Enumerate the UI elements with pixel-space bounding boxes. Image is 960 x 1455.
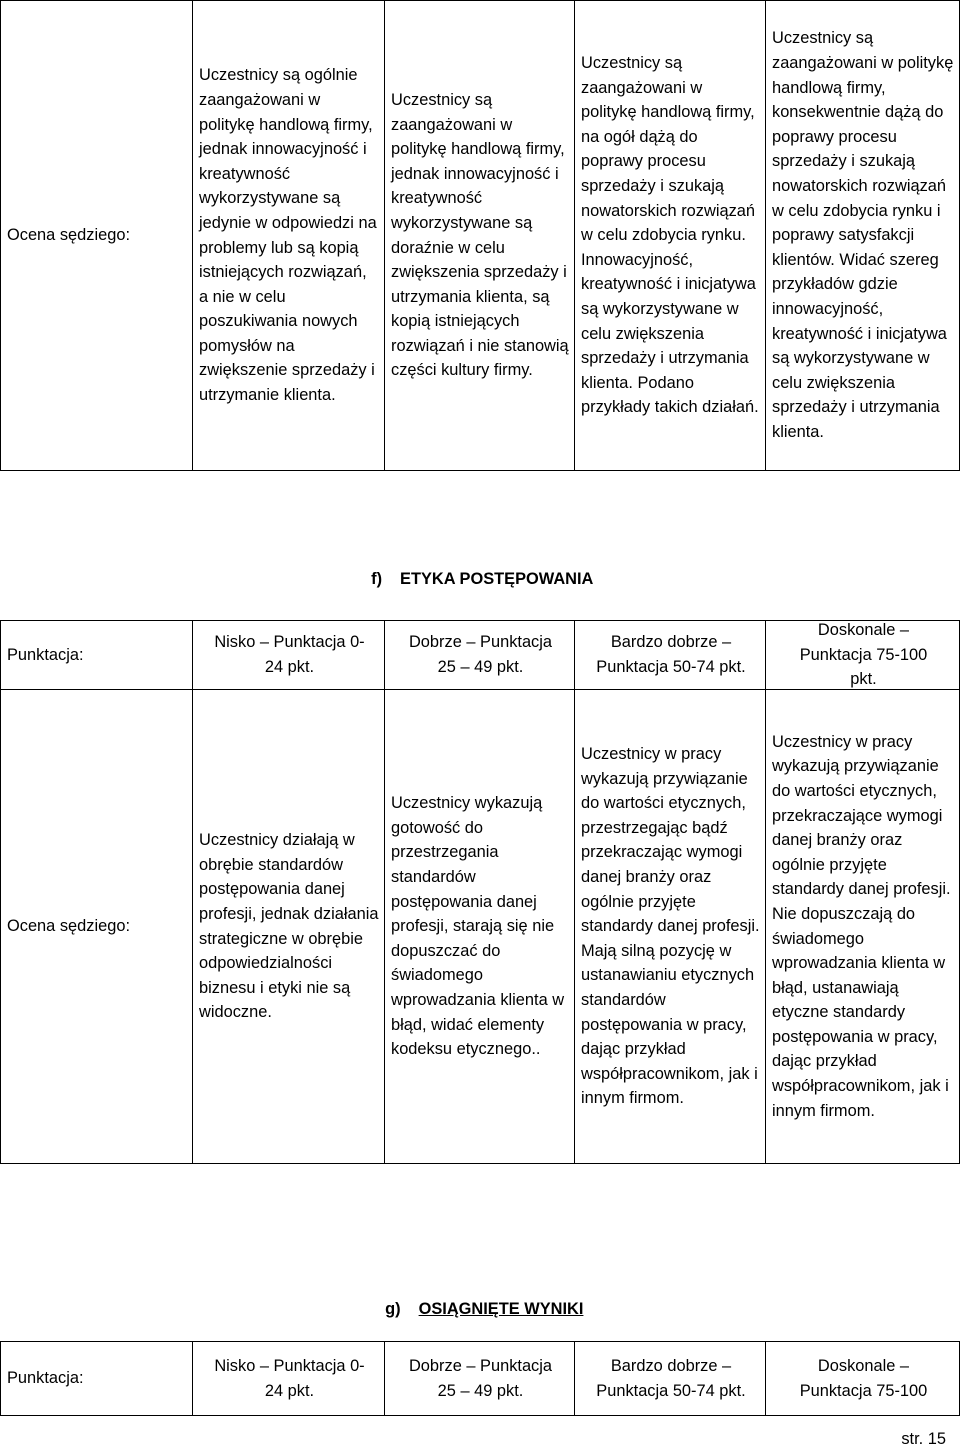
judge-score-label: Ocena sędziego: (7, 226, 131, 245)
section-f-letter: f) (371, 570, 383, 588)
section-g-title: OSIĄGNIĘTE WYNIKI (418, 1300, 584, 1318)
section-f-description-excellent: Uczestnicy w pracy wykazują przywiązanie do wartości etycznych, przekraczające wymogi danej branży oraz ogólnie przyjęte standardy danej profesji. Nie dopuszczają do świadomego wprowadzania klienta w błąd, ustanawiają etyczne standardy postępowania w pracy, dając przykład współpracownikom, jak i innym firmom. (772, 732, 951, 1120)
g-level-good-label: Dobrze – Punktacja 25 – 49 pkt. (408, 1356, 553, 1400)
top-description-excellent: Uczestnicy są zaangażowani w politykę handlową firmy, konsekwentnie dążą do poprawy procesu sprzedaży i szukają nowatorskich rozwiązań w celu zdobycia rynku i poprawy satysfakcji klientów. Widać szereg przykładów gdzie innowacyjność, kreatywność i inicjatywa są wykorzystywane w celu zwiększenia sprzedaży i utrzymania klienta. (772, 29, 954, 441)
section-g-letter: g) (385, 1300, 401, 1318)
section-g-level-excellent (765, 1341, 960, 1416)
level-very-good-label: Bardzo dobrze – Punktacja 50-74 pkt. (596, 633, 746, 676)
section-g-level-good (384, 1341, 575, 1416)
level-excellent-label: Doskonale – Punktacja 75-100 pkt. (799, 621, 928, 689)
section-f-description-good: Uczestnicy wykazują gotowość do przestrzegania standardów postępowania danej profesji, starają się nie dopuszczać do świadomego wprowadzania klienta w błąd, widać elementy kodeksu etycznego.. (391, 794, 565, 1059)
section-f-heading (362, 549, 593, 589)
judge-score-label-cell (0, 0, 193, 471)
level-good-label: Dobrze – Punktacja 25 – 49 pkt. (408, 633, 553, 676)
top-description-cell-very-good (574, 0, 766, 471)
section-f-score-label: Punktacja: (7, 645, 84, 664)
section-f-description-cell-good (384, 689, 575, 1164)
g-level-excellent-label: Doskonale – Punktacja 75-100 (799, 1356, 928, 1400)
section-f-level-very-good (574, 620, 766, 690)
section-f-level-excellent (765, 620, 960, 690)
section-f-description-low: Uczestnicy działają w obrębie standardów postępowania danej profesji, jednak działania strategiczne w obrębie odpowiedzialności biznesu i etyki nie są widoczne. (199, 831, 379, 1022)
level-low-label: Nisko – Punktacja 0- 24 pkt. (214, 633, 365, 676)
section-f-level-low (192, 620, 385, 690)
section-f-judge-label-cell (0, 689, 193, 1164)
section-g-level-low (192, 1341, 385, 1416)
section-g-score-label-cell (0, 1341, 193, 1416)
section-f-description-cell-low (192, 689, 385, 1164)
section-f-level-good (384, 620, 575, 690)
g-level-very-good-label: Bardzo dobrze – Punktacja 50-74 pkt. (596, 1356, 746, 1400)
top-description-good: Uczestnicy są zaangażowani w politykę handlową firmy, jednak innowacyjność i kreatywność wykorzystywane są doraźnie w celu zwiększenia sprzedaży i utrzymania klienta, są kopią istniejących rozwiązań i nie stanowią części kultury firmy. (391, 90, 569, 380)
section-g-score-label: Punktacja: (7, 1369, 84, 1388)
top-description-cell-low (192, 0, 385, 471)
section-f-score-label-cell (0, 620, 193, 690)
section-f-judge-label: Ocena sędziego: (7, 917, 131, 936)
section-f-description-cell-very-good (574, 689, 766, 1164)
section-g-heading (376, 1279, 583, 1319)
section-f-title: ETYKA POSTĘPOWANIA (400, 570, 594, 588)
section-f-description-cell-excellent (765, 689, 960, 1164)
page-number: str. 15 (901, 1430, 946, 1448)
top-description-low: Uczestnicy są ogólnie zaangażowani w politykę handlową firmy, jednak innowacyjność i kreatywność wykorzystywane są jedynie w odpowiedzi na problemy lub są kopią istniejących rozwiązań, a nie w celu poszukiwania nowych pomysłów na zwiększenie sprzedaży i utrzymanie klienta. (199, 66, 377, 405)
section-f-description-very-good: Uczestnicy w pracy wykazują przywiązanie do wartości etycznych, przestrzegając bądź przekraczając wymogi danej branży oraz ogólnie przyjęte standardy danej profesji. Mają silną pozycję w ustanawianiu etycznych standardów postępowania w pracy, dając przykład współpracownikom, jak i innym firmom. (581, 745, 760, 1108)
section-g-level-very-good (574, 1341, 766, 1416)
g-level-low-label: Nisko – Punktacja 0- 24 pkt. (214, 1356, 365, 1400)
top-description-cell-excellent (765, 0, 960, 471)
top-description-very-good: Uczestnicy są zaangażowani w politykę handlową firmy, na ogół dążą do poprawy procesu sprzedaży i szukają nowatorskich rozwiązań w celu zdobycia rynku. Innowacyjność, kreatywność i inicjatywa są wykorzystywane w celu zwiększenia sprzedaży i utrzymania klienta. Podano przykłady takich działań. (581, 54, 759, 417)
top-description-cell-good (384, 0, 575, 471)
